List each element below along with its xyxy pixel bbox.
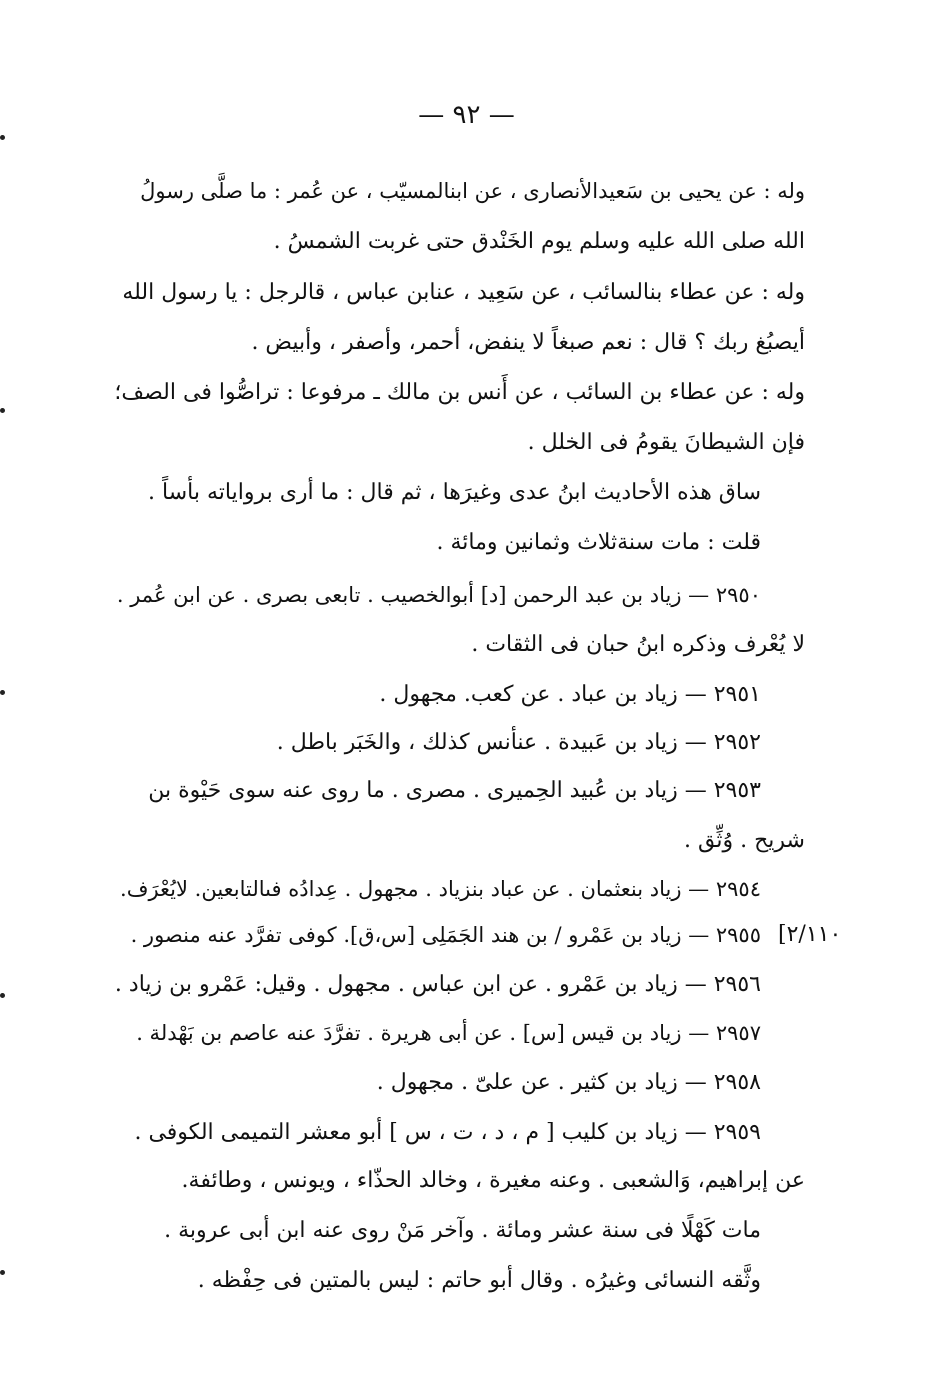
text-line: وثَّقه النسائى وغيرُه . وقال أبو حاتم : ليس بالمتين فى حِفْظه . (197, 1268, 761, 1293)
scan-speck (0, 408, 5, 413)
entry-2951: ٢٩٥١ — زياد بن عباد . عن كعب. مجهول . (379, 682, 761, 707)
text-line: وله : عن عطاء بنالسائب ، عن سَعِيد ، عنابن عباس ، قالرجل : يا رسول الله (122, 280, 805, 305)
text-line: قلت : مات سنةثلاث وثمانين ومائة . (436, 530, 761, 555)
scan-speck (0, 1270, 5, 1275)
text-line: عن إبراهيم، وَالشعبى . وعنه مغيرة ، وخالد الحذّاء ، ويونس ، وطائفة. (181, 1168, 805, 1193)
entry-2950: ٢٩٥٠ — زياد بن عبد الرحمن [د] أبوالخصيب . تابعى بصرى . عن ابن عُمر . (116, 583, 761, 607)
text-line: لا يُعْرف وذكره ابنُ حبان فى الثقات . (471, 632, 805, 657)
entry-2957: ٢٩٥٧ — زياد بن قيس [س] . عن أبى هريرة . تفرَّدَ عنه عاصم بن بَهْدلة . (136, 1021, 761, 1045)
scan-speck (0, 690, 5, 695)
margin-reference: [٢/١١٠ (778, 922, 842, 947)
entry-2958: ٢٩٥٨ — زياد بن كثير . عن علىّ . مجهول . (376, 1070, 761, 1095)
text-line: فإن الشيطانَ يقومُ فى الخلل . (527, 430, 805, 455)
entry-2952: ٢٩٥٢ — زياد بن عَبيدة . عنأنس كذلك ، والخَبَر باطل . (276, 730, 761, 755)
text-line: شريح . وُثِّق . (684, 828, 805, 853)
text-line: مات كَهْلًا فى سنة عشر ومائة . وآخر مَنْ روى عنه ابن أبى عروبة . (164, 1218, 761, 1243)
entry-2954: ٢٩٥٤ — زياد بنعثمان . عن عباد بنزياد . مجهول . عِدادُه فىالتابعين. لايُعْرَف. (120, 877, 761, 901)
page-number: — ٩٢ — (418, 100, 515, 130)
text-line: ساق هذه الأحاديث ابنُ عدى وغيرَها ، ثم قال : ما أرى برواياته بأساً . (148, 480, 761, 505)
entry-2959: ٢٩٥٩ — زياد بن كليب [ م ، د ، ت ، س ] أبو معشر التميمى الكوفى . (134, 1120, 761, 1145)
text-line: وله : عن عطاء بن السائب ، عن أَنس بن مالك ـ مرفوعا : تراصُّوا فى الصف؛ (114, 380, 805, 405)
text-line: الله صلى الله عليه وسلم يوم الخَنْدق حتى غربت الشمسُ . (273, 229, 805, 254)
scan-speck (0, 135, 5, 140)
entry-2953: ٢٩٥٣ — زياد بن عُبيد الحِميرى . مصرى . ما روى عنه سوى حَيْوة بن (148, 778, 761, 803)
scan-speck (0, 993, 5, 998)
entry-2956: ٢٩٥٦ — زياد بن عَمْرو . عن ابن عباس . مجهول . وقيل: عَمْرو بن زياد . (114, 972, 761, 997)
text-line: وله : عن يحيى بن سَعيدالأنصارى ، عن ابنالمسيّب ، عن عُمر : ما صلَّى رسولُ (140, 179, 805, 203)
text-line: أيصبُغ ربك ؟ قال : نعم صبغاً لا ينفض، أحمر، وأصفر ، وأبيض . (251, 330, 805, 355)
entry-2955: ٢٩٥٥ — زياد بن عَمْرو / بن هند الجَمَلِى [س،ق]. كوفى تفرَّد عنه منصور . (130, 923, 761, 947)
